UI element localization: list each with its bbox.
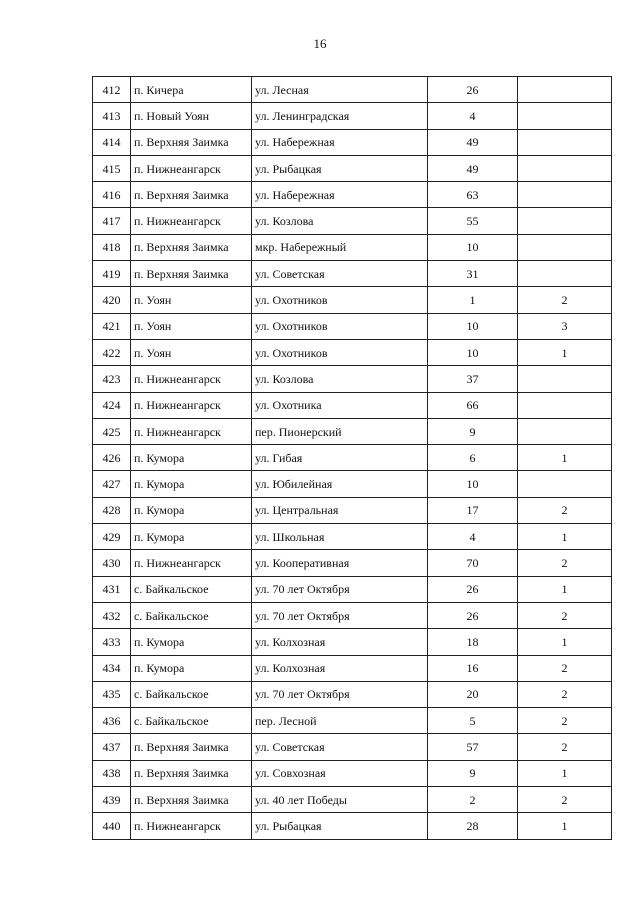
street-cell: ул. Школьная (252, 524, 428, 550)
settlement-cell: п. Верхняя Заимка (131, 787, 252, 813)
settlement-cell: п. Кумора (131, 471, 252, 497)
house-number-cell: 18 (428, 629, 518, 655)
settlement-cell: п. Кумора (131, 497, 252, 523)
house-number-cell: 6 (428, 445, 518, 471)
street-cell: ул. 70 лет Октября (252, 602, 428, 628)
table-row (93, 576, 612, 602)
street-cell: ул. Охотников (252, 287, 428, 313)
table-row (93, 155, 612, 181)
house-number-cell: 17 (428, 497, 518, 523)
row-number-cell: 440 (93, 813, 131, 839)
table-row (93, 497, 612, 523)
settlement-cell: п. Кумора (131, 629, 252, 655)
row-number-cell: 415 (93, 155, 131, 181)
row-number-cell: 433 (93, 629, 131, 655)
apartment-number-cell (518, 129, 612, 155)
row-number-cell: 430 (93, 550, 131, 576)
table-row (93, 129, 612, 155)
apartment-number-cell: 2 (518, 734, 612, 760)
table-row (93, 602, 612, 628)
row-number-cell: 436 (93, 708, 131, 734)
table-row (93, 208, 612, 234)
street-cell: ул. Колхозная (252, 629, 428, 655)
apartment-number-cell (518, 234, 612, 260)
street-cell: ул. Охотников (252, 313, 428, 339)
house-number-cell: 5 (428, 708, 518, 734)
house-number-cell: 26 (428, 576, 518, 602)
apartment-number-cell: 1 (518, 629, 612, 655)
table-row (93, 524, 612, 550)
house-number-cell: 20 (428, 681, 518, 707)
house-number-cell: 49 (428, 155, 518, 181)
apartment-number-cell: 2 (518, 550, 612, 576)
address-table (92, 76, 612, 840)
apartment-number-cell: 1 (518, 813, 612, 839)
street-cell: ул. Набережная (252, 182, 428, 208)
apartment-number-cell (518, 392, 612, 418)
street-cell: ул. Козлова (252, 208, 428, 234)
apartment-number-cell: 1 (518, 339, 612, 365)
settlement-cell: п. Нижнеангарск (131, 813, 252, 839)
street-cell: ул. 70 лет Октября (252, 576, 428, 602)
settlement-cell: п. Кумора (131, 445, 252, 471)
house-number-cell: 26 (428, 602, 518, 628)
table-row (93, 655, 612, 681)
table-row (93, 392, 612, 418)
street-cell: ул. Рыбацкая (252, 813, 428, 839)
settlement-cell: п. Нижнеангарск (131, 366, 252, 392)
house-number-cell: 49 (428, 129, 518, 155)
street-cell: ул. 70 лет Октября (252, 681, 428, 707)
table-row (93, 471, 612, 497)
apartment-number-cell (518, 182, 612, 208)
table-row (93, 760, 612, 786)
house-number-cell: 26 (428, 77, 518, 103)
street-cell: ул. Козлова (252, 366, 428, 392)
house-number-cell: 37 (428, 366, 518, 392)
row-number-cell: 435 (93, 681, 131, 707)
house-number-cell: 10 (428, 471, 518, 497)
row-number-cell: 420 (93, 287, 131, 313)
row-number-cell: 416 (93, 182, 131, 208)
table-row (93, 234, 612, 260)
settlement-cell: п. Кумора (131, 655, 252, 681)
house-number-cell: 9 (428, 760, 518, 786)
settlement-cell: п. Верхняя Заимка (131, 234, 252, 260)
settlement-cell: п. Верхняя Заимка (131, 760, 252, 786)
settlement-cell: п. Уоян (131, 313, 252, 339)
apartment-number-cell (518, 208, 612, 234)
settlement-cell: с. Байкальское (131, 576, 252, 602)
house-number-cell: 28 (428, 813, 518, 839)
house-number-cell: 16 (428, 655, 518, 681)
house-number-cell: 66 (428, 392, 518, 418)
apartment-number-cell (518, 471, 612, 497)
apartment-number-cell: 2 (518, 287, 612, 313)
street-cell: ул. Юбилейная (252, 471, 428, 497)
street-cell: ул. Центральная (252, 497, 428, 523)
apartment-number-cell (518, 155, 612, 181)
row-number-cell: 423 (93, 366, 131, 392)
street-cell: ул. Советская (252, 261, 428, 287)
house-number-cell: 57 (428, 734, 518, 760)
table-row (93, 681, 612, 707)
apartment-number-cell: 1 (518, 760, 612, 786)
house-number-cell: 31 (428, 261, 518, 287)
row-number-cell: 418 (93, 234, 131, 260)
table-row (93, 287, 612, 313)
settlement-cell: п. Кумора (131, 524, 252, 550)
street-cell: ул. 40 лет Победы (252, 787, 428, 813)
settlement-cell: с. Байкальское (131, 708, 252, 734)
house-number-cell: 2 (428, 787, 518, 813)
settlement-cell: п. Новый Уоян (131, 103, 252, 129)
street-cell: ул. Советская (252, 734, 428, 760)
street-cell: ул. Лесная (252, 77, 428, 103)
settlement-cell: с. Байкальское (131, 681, 252, 707)
row-number-cell: 426 (93, 445, 131, 471)
settlement-cell: п. Нижнеангарск (131, 208, 252, 234)
street-cell: ул. Кооперативная (252, 550, 428, 576)
row-number-cell: 414 (93, 129, 131, 155)
table-row (93, 445, 612, 471)
house-number-cell: 10 (428, 339, 518, 365)
settlement-cell: п. Нижнеангарск (131, 418, 252, 444)
settlement-cell: п. Верхняя Заимка (131, 734, 252, 760)
row-number-cell: 417 (93, 208, 131, 234)
apartment-number-cell (518, 103, 612, 129)
row-number-cell: 413 (93, 103, 131, 129)
row-number-cell: 432 (93, 602, 131, 628)
house-number-cell: 55 (428, 208, 518, 234)
street-cell: ул. Набережная (252, 129, 428, 155)
row-number-cell: 428 (93, 497, 131, 523)
table-row (93, 261, 612, 287)
settlement-cell: п. Уоян (131, 339, 252, 365)
address-table-body (93, 77, 612, 840)
apartment-number-cell: 3 (518, 313, 612, 339)
row-number-cell: 434 (93, 655, 131, 681)
table-row (93, 313, 612, 339)
settlement-cell: п. Кичера (131, 77, 252, 103)
row-number-cell: 425 (93, 418, 131, 444)
house-number-cell: 70 (428, 550, 518, 576)
table-row (93, 418, 612, 444)
table-row (93, 734, 612, 760)
house-number-cell: 1 (428, 287, 518, 313)
house-number-cell: 10 (428, 313, 518, 339)
street-cell: ул. Охотника (252, 392, 428, 418)
table-row (93, 708, 612, 734)
apartment-number-cell (518, 261, 612, 287)
table-row (93, 103, 612, 129)
table-row (93, 77, 612, 103)
apartment-number-cell: 1 (518, 445, 612, 471)
row-number-cell: 429 (93, 524, 131, 550)
apartment-number-cell: 2 (518, 497, 612, 523)
table-row (93, 629, 612, 655)
street-cell: мкр. Набережный (252, 234, 428, 260)
table-row (93, 550, 612, 576)
page-number: 16 (313, 36, 327, 51)
house-number-cell: 63 (428, 182, 518, 208)
apartment-number-cell: 1 (518, 576, 612, 602)
row-number-cell: 424 (93, 392, 131, 418)
settlement-cell: п. Уоян (131, 287, 252, 313)
settlement-cell: п. Нижнеангарск (131, 550, 252, 576)
row-number-cell: 438 (93, 760, 131, 786)
table-row (93, 787, 612, 813)
apartment-number-cell: 2 (518, 602, 612, 628)
street-cell: ул. Совхозная (252, 760, 428, 786)
street-cell: ул. Гибая (252, 445, 428, 471)
street-cell: пер. Лесной (252, 708, 428, 734)
house-number-cell: 4 (428, 103, 518, 129)
settlement-cell: п. Нижнеангарск (131, 392, 252, 418)
table-row (93, 182, 612, 208)
settlement-cell: п. Верхняя Заимка (131, 261, 252, 287)
street-cell: ул. Рыбацкая (252, 155, 428, 181)
house-number-cell: 9 (428, 418, 518, 444)
apartment-number-cell: 2 (518, 655, 612, 681)
apartment-number-cell: 2 (518, 708, 612, 734)
street-cell: ул. Колхозная (252, 655, 428, 681)
house-number-cell: 4 (428, 524, 518, 550)
table-row (93, 339, 612, 365)
apartment-number-cell (518, 77, 612, 103)
row-number-cell: 412 (93, 77, 131, 103)
settlement-cell: п. Нижнеангарск (131, 155, 252, 181)
apartment-number-cell: 2 (518, 681, 612, 707)
apartment-number-cell: 2 (518, 787, 612, 813)
street-cell: пер. Пионерский (252, 418, 428, 444)
street-cell: ул. Охотников (252, 339, 428, 365)
apartment-number-cell (518, 366, 612, 392)
house-number-cell: 10 (428, 234, 518, 260)
settlement-cell: п. Верхняя Заимка (131, 129, 252, 155)
table-row (93, 813, 612, 839)
row-number-cell: 422 (93, 339, 131, 365)
row-number-cell: 419 (93, 261, 131, 287)
apartment-number-cell (518, 418, 612, 444)
apartment-number-cell: 1 (518, 524, 612, 550)
settlement-cell: с. Байкальское (131, 602, 252, 628)
row-number-cell: 437 (93, 734, 131, 760)
table-row (93, 366, 612, 392)
row-number-cell: 439 (93, 787, 131, 813)
settlement-cell: п. Верхняя Заимка (131, 182, 252, 208)
row-number-cell: 427 (93, 471, 131, 497)
row-number-cell: 421 (93, 313, 131, 339)
street-cell: ул. Ленинградская (252, 103, 428, 129)
row-number-cell: 431 (93, 576, 131, 602)
